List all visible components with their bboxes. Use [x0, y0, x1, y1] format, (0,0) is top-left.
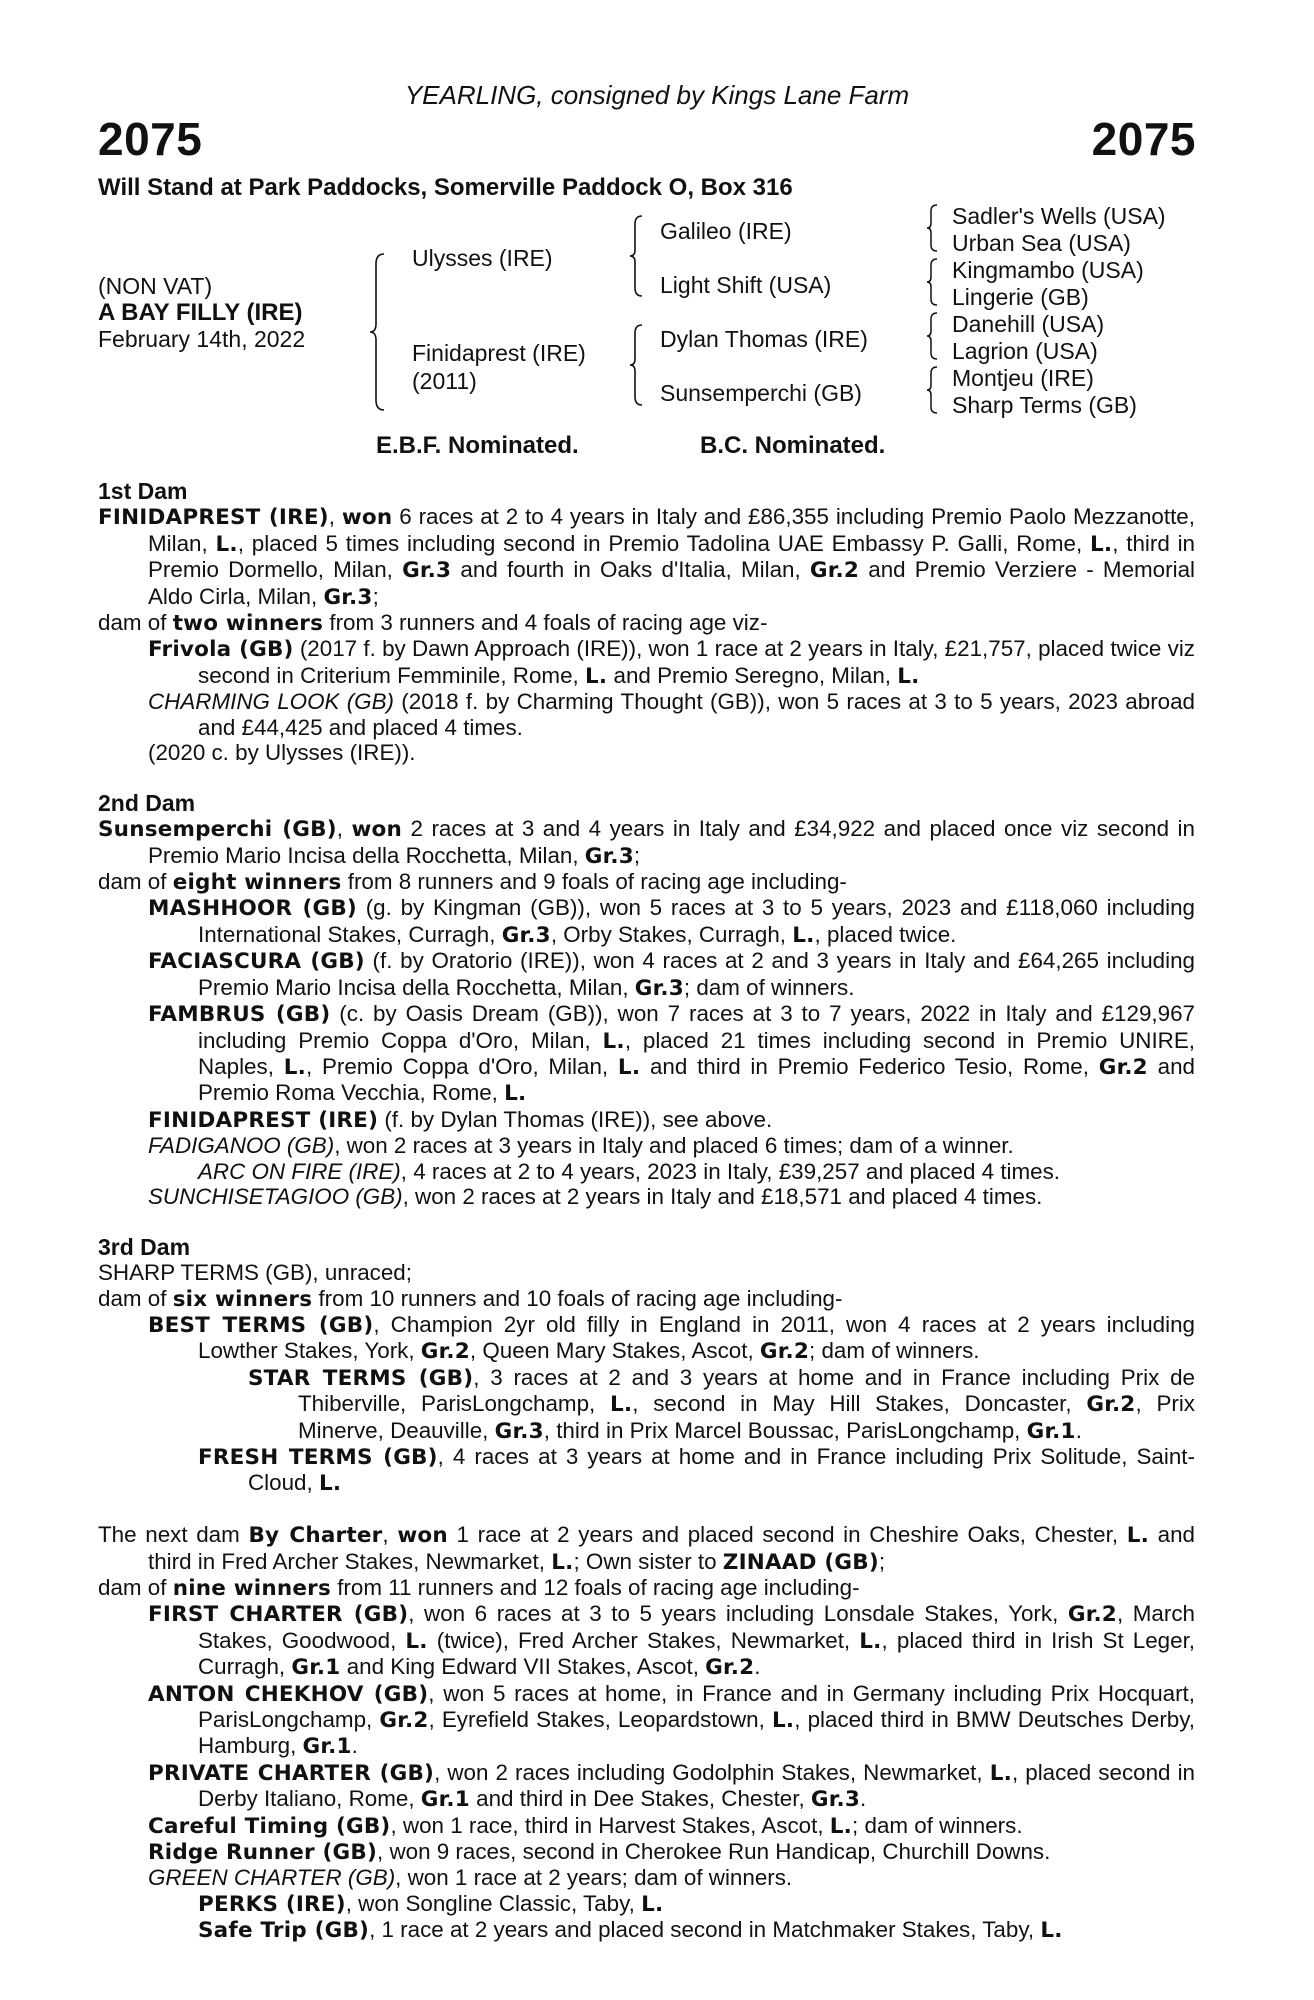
pedigree-g3-7: Montjeu (IRE): [952, 365, 1094, 391]
pedigree-g3-8: Sharp Terms (GB): [952, 392, 1137, 418]
brace-gen3-3: [925, 311, 939, 361]
record-paragraph: dam of six winners from 10 runners and 10 foals of racing age including-: [98, 1285, 843, 1312]
record-paragraph: FRESH TERMS (GB), 4 races at 3 years at home and in France including Prix Solitude, Saint-Cloud, L.: [198, 1444, 1195, 1497]
dam-line-details: [98, 479, 1195, 1944]
record-paragraph: FINIDAPREST (IRE) (f. by Dylan Thomas (IRE)), see above.: [148, 1106, 773, 1133]
record-paragraph: FAMBRUS (GB) (c. by Oasis Dream (GB)), won 7 races at 3 to 7 years, 2022 in Italy and £129,967 including Premio Coppa d'Oro, Milan, L., placed 21 times including second in Premio UNIRE, Naples, L., Premio Coppa d'Oro, Milan, L. and third in Premio Federico Tesio, Rome, Gr.2 and Premio Roma Vecchia, Rome, L.: [148, 1001, 1196, 1107]
record-paragraph: dam of two winners from 3 runners and 4 foals of racing age viz-: [98, 610, 768, 637]
record-paragraph: BEST TERMS (GB), Champion 2yr old filly in England in 2011, won 4 races at 2 years including Lowther Stakes, York, Gr.2, Queen Mary Stakes, Ascot, Gr.2; dam of winners.: [148, 1311, 1195, 1365]
pedigree-dam: Finidaprest (IRE): [412, 340, 586, 366]
record-paragraph: Ridge Runner (GB), won 9 races, second in Cherokee Run Handicap, Churchill Downs.: [148, 1839, 1051, 1866]
record-paragraph: ARC ON FIRE (IRE), 4 races at 2 to 4 years, 2023 in Italy, £39,257 and placed 4 times.: [198, 1158, 1061, 1184]
brace-gen3-1: [925, 203, 939, 253]
record-paragraph: Careful Timing (GB), won 1 race, third in Harvest Stakes, Ascot, L.; dam of winners.: [148, 1812, 1023, 1839]
pedigree-g3-3: Kingmambo (USA): [952, 257, 1144, 283]
pedigree-dam-dam: Sunsemperchi (GB): [660, 380, 862, 406]
record-paragraph: MASHHOOR (GB) (g. by Kingman (GB)), won 5 races at 3 to 5 years, 2023 and £118,060 including International Stakes, Curragh, Gr.3, Orby Stakes, Curragh, L., placed twice.: [148, 895, 1196, 948]
record-paragraph: dam of eight winners from 8 runners and 9 foals of racing age including-: [98, 869, 847, 896]
record-paragraph: SHARP TERMS (GB), unraced;: [98, 1260, 412, 1286]
catalogue-subtitle: YEARLING, consigned by Kings Lane Farm: [404, 80, 910, 110]
record-paragraph: ANTON CHEKHOV (GB), won 5 races at home, in France and in Germany including Prix Hocquart, ParisLongchamp, Gr.2, Eyrefield Stakes, Leopardstown, L., placed third in BMW Deutsches Derby, Hamburg, Gr.1.: [148, 1680, 1195, 1760]
pedigree-g3-2: Urban Sea (USA): [952, 230, 1131, 256]
brace-foal: [368, 252, 386, 412]
record-paragraph: dam of nine winners from 11 runners and 12 foals of racing age including-: [98, 1575, 860, 1602]
brace-sire: [628, 214, 644, 298]
pedigree-dam-year: (2011): [412, 368, 477, 394]
section-heading: 3rd Dam: [98, 1233, 191, 1260]
section-heading: 1st Dam: [98, 478, 188, 504]
record-paragraph: Safe Trip (GB), 1 race at 2 years and placed second in Matchmaker Stakes, Taby, L.: [198, 1917, 1063, 1944]
brace-dam: [628, 323, 644, 407]
ebf-nomination: E.B.F. Nominated.: [376, 432, 579, 459]
foaling-date: February 14th, 2022: [98, 326, 306, 352]
pedigree-g3-1: Sadler's Wells (USA): [952, 203, 1166, 229]
record-paragraph: GREEN CHARTER (GB), won 1 race at 2 years; dam of winners.: [148, 1865, 793, 1891]
pedigree-g3-5: Danehill (USA): [952, 311, 1105, 337]
record-paragraph: CHARMING LOOK (GB) (2018 f. by Charming Thought (GB)), won 5 races at 3 to 5 years, 2023 abroad and £44,425 and placed 4 times.: [148, 689, 1196, 740]
pedigree-sire-sire: Galileo (IRE): [660, 218, 792, 244]
brace-gen3-4: [925, 365, 939, 415]
pedigree-g3-6: Lagrion (USA): [952, 338, 1098, 364]
vat-status: (NON VAT): [98, 273, 213, 299]
spacer: [98, 1497, 1195, 1522]
record-paragraph: STAR TERMS (GB), 3 races at 2 and 3 years at home and in France including Prix de Thiberville, ParisLongchamp, L., second in May Hill Stakes, Doncaster, Gr.2, Prix Minerve, Deauville, Gr.3, third in Prix Marcel Boussac, ParisLongchamp, Gr.1.: [248, 1364, 1195, 1444]
record-paragraph: PERKS (IRE), won Songline Classic, Taby, L.: [198, 1890, 664, 1917]
section-heading: 2nd Dam: [98, 789, 196, 816]
pedigree-dam-sire: Dylan Thomas (IRE): [660, 326, 868, 352]
pedigree-sire-dam: Light Shift (USA): [660, 272, 832, 298]
record-paragraph: FADIGANOO (GB), won 2 races at 3 years in Italy and placed 6 times; dam of a winner.: [148, 1133, 1014, 1159]
lot-number-left: 2075: [98, 113, 203, 165]
spacer: [98, 765, 1195, 790]
record-paragraph: FACIASCURA (GB) (f. by Oratorio (IRE)), won 4 races at 2 and 3 years in Italy and £64,265 including Premio Mario Incisa della Rocchetta, Milan, Gr.3; dam of winners.: [148, 948, 1196, 1001]
stand-location: Will Stand at Park Paddocks, Somerville Paddock O, Box 316: [98, 174, 793, 201]
brace-gen3-2: [925, 257, 939, 307]
bc-nomination: B.C. Nominated.: [700, 432, 886, 459]
record-paragraph: (2020 c. by Ulysses (IRE)).: [148, 740, 416, 766]
pedigree-g3-4: Lingerie (GB): [952, 284, 1089, 310]
horse-name: A BAY FILLY (IRE): [98, 299, 303, 326]
spacer: [98, 1209, 1195, 1234]
lot-number-right: 2075: [1091, 113, 1196, 165]
record-paragraph: PRIVATE CHARTER (GB), won 2 races including Godolphin Stakes, Newmarket, L., placed second in Derby Italiano, Rome, Gr.1 and third in Dee Stakes, Chester, Gr.3.: [148, 1759, 1195, 1813]
record-paragraph: Frivola (GB) (2017 f. by Dawn Approach (IRE)), won 1 race at 2 years in Italy, £21,757, placed twice viz second in Criterium Femminile, Rome, L. and Premio Seregno, Milan, L.: [148, 636, 1195, 689]
record-paragraph: SUNCHISETAGIOO (GB), won 2 races at 2 years in Italy and £18,571 and placed 4 times.: [148, 1183, 1043, 1209]
pedigree-sire: Ulysses (IRE): [412, 245, 553, 271]
record-paragraph: The next dam By Charter, won 1 race at 2 years and placed second in Cheshire Oaks, Chester, L. and third in Fred Archer Stakes, Newmarket, L.; Own sister to ZINAAD (GB);: [98, 1522, 1195, 1575]
record-paragraph: Sunsemperchi (GB), won 2 races at 3 and 4 years in Italy and £34,922 and placed once viz second in Premio Mario Incisa della Rocchetta, Milan, Gr.3;: [98, 816, 1195, 869]
record-paragraph: FINIDAPREST (IRE), won 6 races at 2 to 4 years in Italy and £86,355 including Premio Paolo Mezzanotte, Milan, L., placed 5 times including second in Premio Tadolina UAE Embassy P. Galli, Rome, L., third in Premio Dormello, Milan, Gr.3 and fourth in Oaks d'Italia, Milan, Gr.2 and Premio Verziere - Memorial Aldo Cirla, Milan, Gr.3;: [98, 504, 1195, 610]
record-paragraph: FIRST CHARTER (GB), won 6 races at 3 to 5 years including Lonsdale Stakes, York, Gr.2, March Stakes, Goodwood, L. (twice), Fred Archer Stakes, Newmarket, L., placed third in Irish St Leger, Curragh, Gr.1 and King Edward VII Stakes, Ascot, Gr.2.: [148, 1601, 1196, 1681]
